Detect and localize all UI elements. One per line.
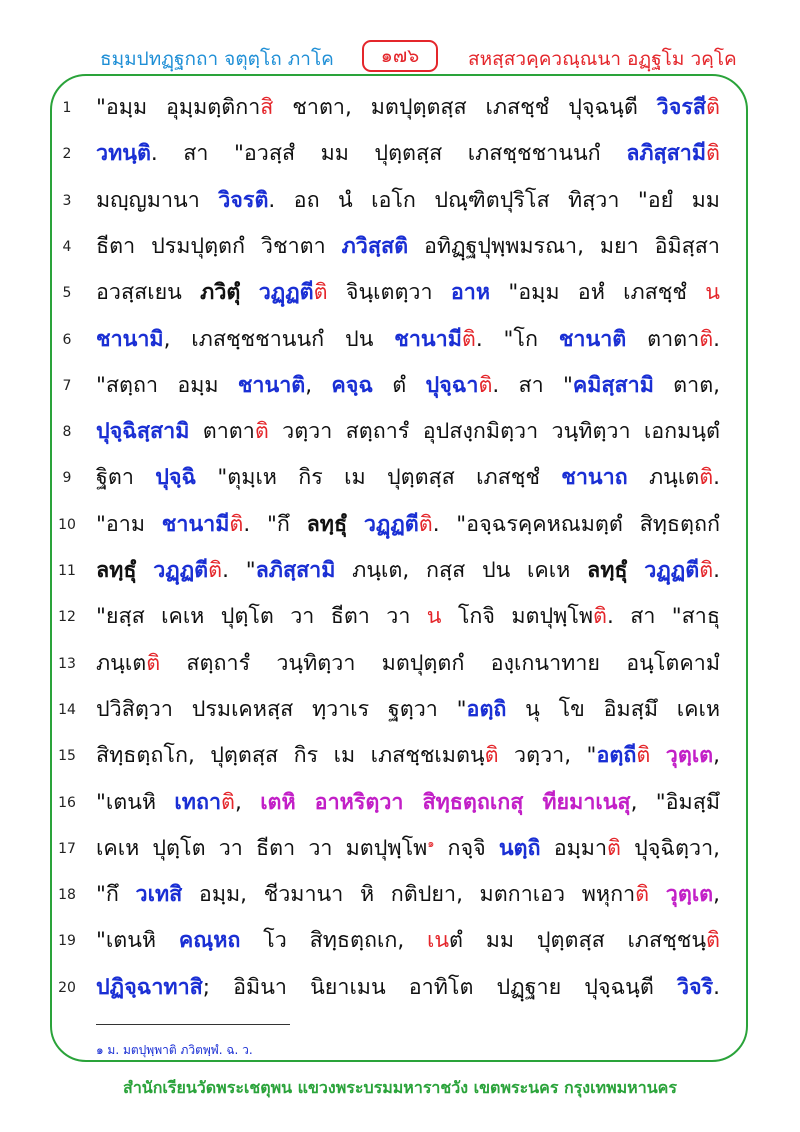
text-segment: . "อจฺฉรคฺคหณมตฺตํ สิทฺธตฺถกํ <box>432 511 720 537</box>
text-segment: . สา "อวสฺสํ มม ปุตฺตสฺส เภสชฺชชานนกํ <box>150 141 627 167</box>
line-number: 18 <box>58 887 76 904</box>
text-segment: ภนฺเต, กสฺส ปน เคเห <box>335 558 588 583</box>
text-segment: ติ <box>461 326 476 352</box>
text-segment: ลภิสฺสามี <box>626 141 707 167</box>
text-segment: อมฺมา <box>540 835 608 861</box>
text-line <box>0 86 800 132</box>
text-segment: เตหิ อาหริตฺวา สิทฺธตฺถเกสุ ทียมาเนสุ <box>260 789 631 815</box>
text-segment: ชานาติ <box>558 326 627 352</box>
line-number: 16 <box>58 794 76 811</box>
text-segment: เทถา <box>174 789 222 815</box>
text-segment: . "โก <box>475 326 559 352</box>
text-segment: ติ <box>706 141 720 167</box>
line-number: 12 <box>58 609 76 626</box>
text-segment: . <box>713 974 720 1000</box>
line-number: 7 <box>62 377 72 394</box>
line-number: 6 <box>62 331 72 348</box>
text-segment: ตํ มม ปุตฺตสฺส เภสชฺชนฺ <box>449 928 707 954</box>
line-number: 8 <box>62 424 72 441</box>
page-footer: สำนักเรียนวัดพระเชตุพน แขวงพระบรมมหาราชวัง เขตพระนคร กรุงเทพมหานคร <box>123 1078 677 1097</box>
footnote: ๑ ม. มตปุพฺพาติ ภวิตพฺพํ. ฉ. ว. <box>96 1043 253 1057</box>
text-segment: สิทฺธตฺถโก, ปุตฺตสฺส กิร เม เภสชฺชเมตนฺ <box>96 743 485 769</box>
text-segment: วเทสิ <box>135 882 183 908</box>
text-segment: . <box>713 558 720 583</box>
line-text <box>96 320 720 360</box>
line-text <box>96 181 720 221</box>
text-segment: อมฺม, ชีวมานา หิ กติปยา, มตกาเอว พหุกา <box>182 882 636 908</box>
text-line <box>0 827 800 873</box>
text-segment: ปวิสิตฺวา ปรมเคหสฺส ทฺวาเร ฐตฺวา " <box>96 696 467 722</box>
text-segment: วตฺวา, " <box>498 743 597 769</box>
line-number: 14 <box>58 701 76 718</box>
text-segment: ติ <box>221 789 236 815</box>
line-text <box>96 921 720 961</box>
text-segment: น <box>705 280 720 306</box>
text-segment: วฏฺฏตี <box>363 511 419 537</box>
text-segment: โกจิ มตปุพฺโพ <box>441 604 594 630</box>
text-segment: , <box>235 789 261 815</box>
text-segment: ชานามี <box>394 326 462 352</box>
text-segment: ติ <box>607 835 621 861</box>
text-segment: วุตฺเต <box>665 882 714 908</box>
line-text <box>96 690 720 730</box>
footnote-divider <box>96 1024 290 1025</box>
text-segment: ติ <box>699 465 714 491</box>
text-segment <box>649 882 666 907</box>
text-segment: อตฺถิ <box>466 696 507 722</box>
text-segment <box>240 280 258 305</box>
text-segment: อาห <box>450 280 491 306</box>
text-segment <box>650 743 665 768</box>
header-chapter-title: สหสฺสวคฺควณฺณนา อฏฺฐโม วคฺโค <box>468 48 737 70</box>
text-segment: ปฏิจฺฉาทาสิ <box>96 974 203 1000</box>
text-segment: "เตนหิ <box>96 789 175 815</box>
text-segment: . อถ นํ เอโก ปณฺฑิตปุริโส ทิสฺวา "อยํ มม <box>268 187 720 213</box>
text-segment: . " <box>222 558 256 583</box>
text-segment: ลทฺธุํ <box>96 558 137 583</box>
line-text <box>96 597 720 637</box>
text-segment: อวสฺสเยน <box>96 280 201 306</box>
text-segment: เคเห ปุตฺโต วา ธีตา วา มตปุพฺโพ <box>96 835 428 861</box>
text-line <box>0 364 800 410</box>
line-number: 13 <box>58 655 76 672</box>
line-text <box>96 505 720 545</box>
text-line <box>0 318 800 364</box>
line-text <box>96 829 720 869</box>
text-segment: ; อิมินา นิยาเมน อาทิโต ปฏฺฐาย ปุจฺฉนฺตี <box>202 974 677 1000</box>
text-segment: เน <box>426 928 450 954</box>
text-segment: นตฺถิ <box>498 835 541 861</box>
text-segment: ติ <box>146 650 161 676</box>
text-segment: "อมฺม อหํ เภสชฺชํ <box>490 280 706 306</box>
text-segment: ติ <box>635 882 650 908</box>
text-segment: ปุจฺฉิสฺสามิ <box>96 419 190 445</box>
text-segment: วตฺวา สตฺถารํ อุปสงฺกมิตฺวา วนฺทิตฺวา เอกมนฺตํ <box>268 419 720 445</box>
text-segment: ภนฺเต <box>96 650 147 676</box>
text-line <box>0 734 800 780</box>
text-segment: ฐิตา <box>96 465 156 491</box>
line-text <box>96 134 720 174</box>
text-line <box>0 595 800 641</box>
text-segment: อทิฏฺฐปุพฺพมรณา, มยา อิมิสฺสา <box>408 233 720 259</box>
text-segment: ติ <box>699 558 714 583</box>
text-segment: , <box>713 882 720 908</box>
text-segment: อตฺถี <box>596 743 637 769</box>
line-number: 5 <box>62 285 72 302</box>
text-segment: "เตนหิ <box>96 928 179 954</box>
text-line <box>0 688 800 734</box>
text-segment: "ยสฺส เคเห ปุตฺโต วา ธีตา วา <box>96 604 427 630</box>
text-segment: ติ <box>706 928 720 954</box>
text-segment: ติ <box>636 743 651 769</box>
text-segment: ปุจฺฉา <box>425 372 479 398</box>
line-number: 11 <box>58 563 76 579</box>
text-segment: คมิสฺสามิ <box>572 372 654 398</box>
text-segment: "กึ <box>96 882 136 908</box>
text-segment: ตาต, <box>653 372 720 398</box>
line-number: 10 <box>58 516 76 533</box>
text-segment: ชานามี <box>161 511 230 537</box>
text-segment: ลทฺธุํ <box>587 558 628 583</box>
text-segment: . สา " <box>492 372 573 398</box>
text-segment: วทนฺติ <box>96 141 151 167</box>
text-segment: "ตุมฺเห กิร เม ปุตฺตสฺส เภสชฺชํ <box>196 465 562 491</box>
text-line <box>0 873 800 919</box>
text-segment <box>136 558 153 583</box>
text-segment: น <box>426 604 442 630</box>
text-segment: ติ <box>699 326 714 352</box>
line-number: 15 <box>58 748 76 765</box>
text-segment: , "อิมสฺมึ <box>630 789 720 815</box>
text-segment: คจฺฉ <box>331 372 373 398</box>
text-segment: ปุจฺฉิ <box>155 465 197 491</box>
text-segment: ติ <box>706 95 720 120</box>
line-number: 9 <box>62 470 72 487</box>
text-line <box>0 642 800 688</box>
page-number-badge: ๑๗๖ <box>362 40 438 72</box>
text-segment: สตฺถารํ วนฺทิตฺวา มตปุตฺตกํ องฺเกนาทาย อนฺโตคามํ <box>160 650 720 676</box>
text-segment: นุ โข อิมสฺมึ เคเห <box>506 696 720 722</box>
line-text <box>96 366 720 406</box>
text-segment: กจฺจิ <box>434 835 499 861</box>
line-text <box>96 644 720 684</box>
text-segment: ติ <box>478 372 493 398</box>
text-segment: ติ <box>484 743 499 769</box>
text-segment: วิจรติ <box>218 187 269 213</box>
text-segment: . <box>713 465 720 491</box>
text-line <box>0 781 800 827</box>
text-segment: ชาตา, มตปุตฺตสฺส เภสชฺชํ ปุจฺฉนฺตี <box>273 95 657 120</box>
text-segment: ภวิสฺสติ <box>341 233 409 259</box>
text-line <box>0 225 800 271</box>
text-line <box>0 503 800 549</box>
text-segment: วิจริ <box>676 974 714 1000</box>
text-segment: วฏฺฏตี <box>644 558 700 583</box>
text-line <box>0 132 800 178</box>
line-number: 19 <box>58 933 76 950</box>
text-line <box>0 456 800 502</box>
text-line <box>0 919 800 965</box>
text-segment: ตํ <box>372 372 426 398</box>
text-segment: . <box>713 326 720 352</box>
text-segment: วฏฺฏตี <box>258 280 314 306</box>
line-number: 3 <box>62 192 72 209</box>
line-number: 1 <box>62 100 72 116</box>
line-text <box>96 551 720 591</box>
footnote-marker: ๑ <box>427 836 435 850</box>
text-segment: ชานามิ <box>96 326 164 352</box>
text-segment: มญฺญมานา <box>96 187 219 213</box>
text-segment: "อมฺม อุมฺมตฺติกา <box>96 95 261 120</box>
text-segment: วฏฺฏตี <box>153 558 209 583</box>
header-book-title: ธมฺมปทฏฺฐกถา จตุตฺโถ ภาโค <box>100 48 334 70</box>
text-segment: "อาม <box>96 511 162 537</box>
text-segment: , <box>713 743 720 769</box>
text-segment: ลทฺธุํ <box>306 511 348 537</box>
text-segment: , เภสชฺชชานนกํ ปน <box>163 326 395 352</box>
text-segment: คณฺหถ <box>178 928 241 954</box>
text-segment: ชานาติ <box>237 372 306 398</box>
text-segment: ติ <box>593 604 608 630</box>
text-segment: วิจรสี <box>656 95 707 120</box>
line-number: 4 <box>62 238 72 255</box>
line-text <box>96 227 720 267</box>
line-number: 20 <box>58 979 76 996</box>
text-segment: ชานาถ <box>561 465 628 491</box>
text-line <box>0 179 800 225</box>
text-segment: สิ <box>260 95 274 120</box>
text-segment: "สตฺถา อมฺม <box>96 372 238 398</box>
line-text <box>96 273 720 313</box>
text-line <box>0 549 800 595</box>
text-segment: , <box>305 372 332 398</box>
text-segment: . สา "สาธุ <box>607 604 720 630</box>
line-text <box>96 968 720 1008</box>
text-segment: ลภิสฺสามิ <box>255 558 336 583</box>
text-line <box>0 410 800 456</box>
text-segment: จินฺเตตฺวา <box>327 280 451 306</box>
line-text <box>96 88 720 128</box>
text-segment: . "กึ <box>243 511 307 537</box>
line-text <box>96 458 720 498</box>
text-segment: ติ <box>208 558 223 583</box>
text-segment: ปุจฺฉิตฺวา, <box>621 835 720 861</box>
text-segment: โว สิทฺธตฺถเก, <box>240 928 427 954</box>
text-segment: ติ <box>254 419 269 445</box>
text-line <box>0 966 800 1012</box>
text-segment: วุตฺเต <box>665 743 714 769</box>
text-line <box>0 271 800 317</box>
text-segment: ภวิตุํ <box>200 280 241 306</box>
text-segment: ติ <box>313 280 328 306</box>
line-number: 17 <box>58 840 76 857</box>
text-segment: ติ <box>229 511 244 537</box>
text-segment: ติ <box>418 511 433 537</box>
line-text <box>96 736 720 776</box>
line-text <box>96 875 720 915</box>
line-number: 2 <box>62 146 72 163</box>
text-segment: ตาตา <box>189 419 255 445</box>
text-segment <box>628 558 645 583</box>
line-text <box>96 783 720 823</box>
line-text <box>96 412 720 452</box>
text-segment: ภนฺเต <box>627 465 700 491</box>
text-segment: ธีตา ปรมปุตฺตกํ วิชาตา <box>96 233 342 259</box>
text-segment: ตาตา <box>626 326 700 352</box>
text-segment <box>347 512 364 537</box>
